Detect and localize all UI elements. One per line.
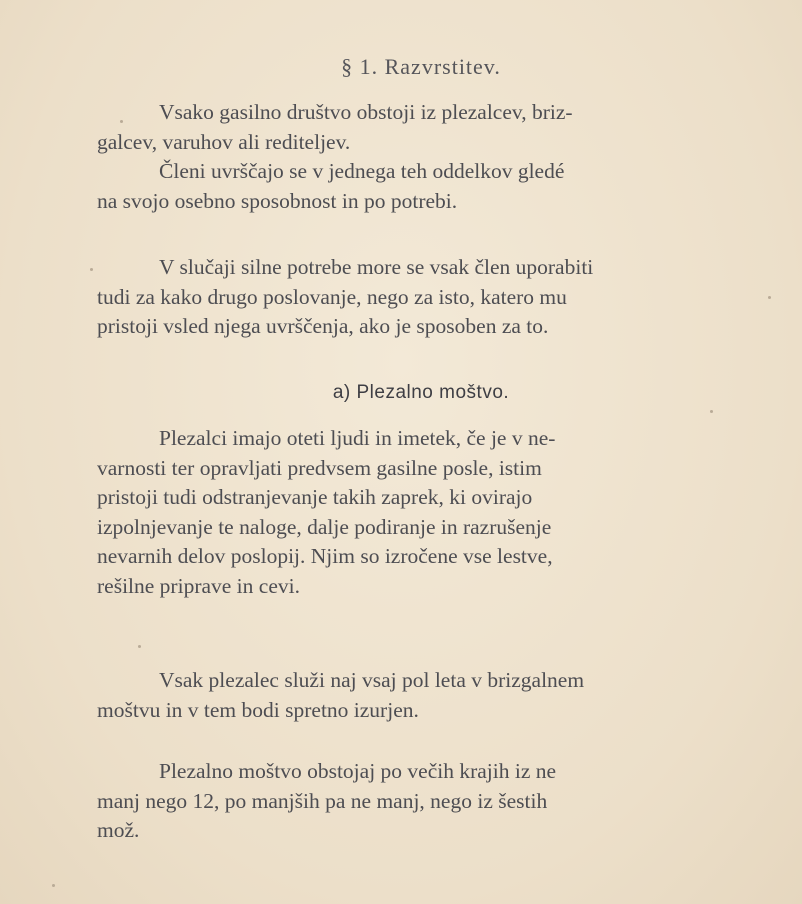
paper-speck [710, 410, 713, 413]
paragraph-crew-size [97, 757, 747, 846]
text-line: pristoji tudi odstranjevanje takih zaprek, ki ovirajo [97, 485, 533, 509]
paper-speck [90, 268, 93, 271]
paper-speck [120, 120, 123, 123]
text-line: nevarnih delov poslopij. Njim so izročene vse lestve, [97, 544, 553, 568]
text-line: Členi uvrščajo se v jednega teh oddelkov gledé [159, 159, 565, 183]
paragraph-composition [97, 98, 747, 216]
paper-speck [768, 296, 771, 299]
text-line: rešilne priprave in cevi. [97, 573, 300, 598]
paragraph-emergency [97, 253, 747, 342]
text-line: V slučaji silne potrebe more se vsak člen uporabiti [159, 255, 594, 279]
text-line: Plezalno moštvo obstojaj po večih krajih iz ne [159, 759, 557, 783]
text-line: izpolnjevanje te naloge, dalje podiranje in razrušenje [97, 514, 552, 539]
text-line: moštvu in v tem bodi spretno izurjen. [97, 697, 419, 722]
text-line: manj nego 12, po manjših pa ne manj, nego iz šestih [97, 788, 548, 813]
text-line: Vsako gasilno društvo obstoji iz plezalcev, briz- [159, 100, 573, 124]
text-line: varnosti ter opravljati predvsem gasilne posle, istim [97, 455, 542, 480]
text-line: mož. [97, 818, 140, 842]
paper-speck [138, 645, 141, 648]
text-line: galcev, varuhov ali rediteljev. [97, 129, 351, 154]
text-line: Vsak plezalec služi naj vsaj pol leta v brizgalnem [159, 668, 585, 692]
paragraph-climbers-duties [97, 424, 747, 601]
paper-speck [52, 884, 55, 887]
text-line: pristoji vsled njega uvrščenja, ako je sposoben za to. [97, 314, 549, 338]
paragraph-climber-service [97, 666, 747, 725]
text-line: Plezalci imajo oteti ljudi in imetek, če je v ne- [159, 426, 556, 450]
text-line: tudi za kako drugo poslovanje, nego za isto, katero mu [97, 284, 567, 309]
section-heading: § 1. Razvrstitev. [341, 54, 501, 79]
subsection-heading: a) Plezalno moštvo. [332, 382, 510, 403]
text-line: na svojo osebno sposobnost in po potrebi. [97, 188, 458, 213]
